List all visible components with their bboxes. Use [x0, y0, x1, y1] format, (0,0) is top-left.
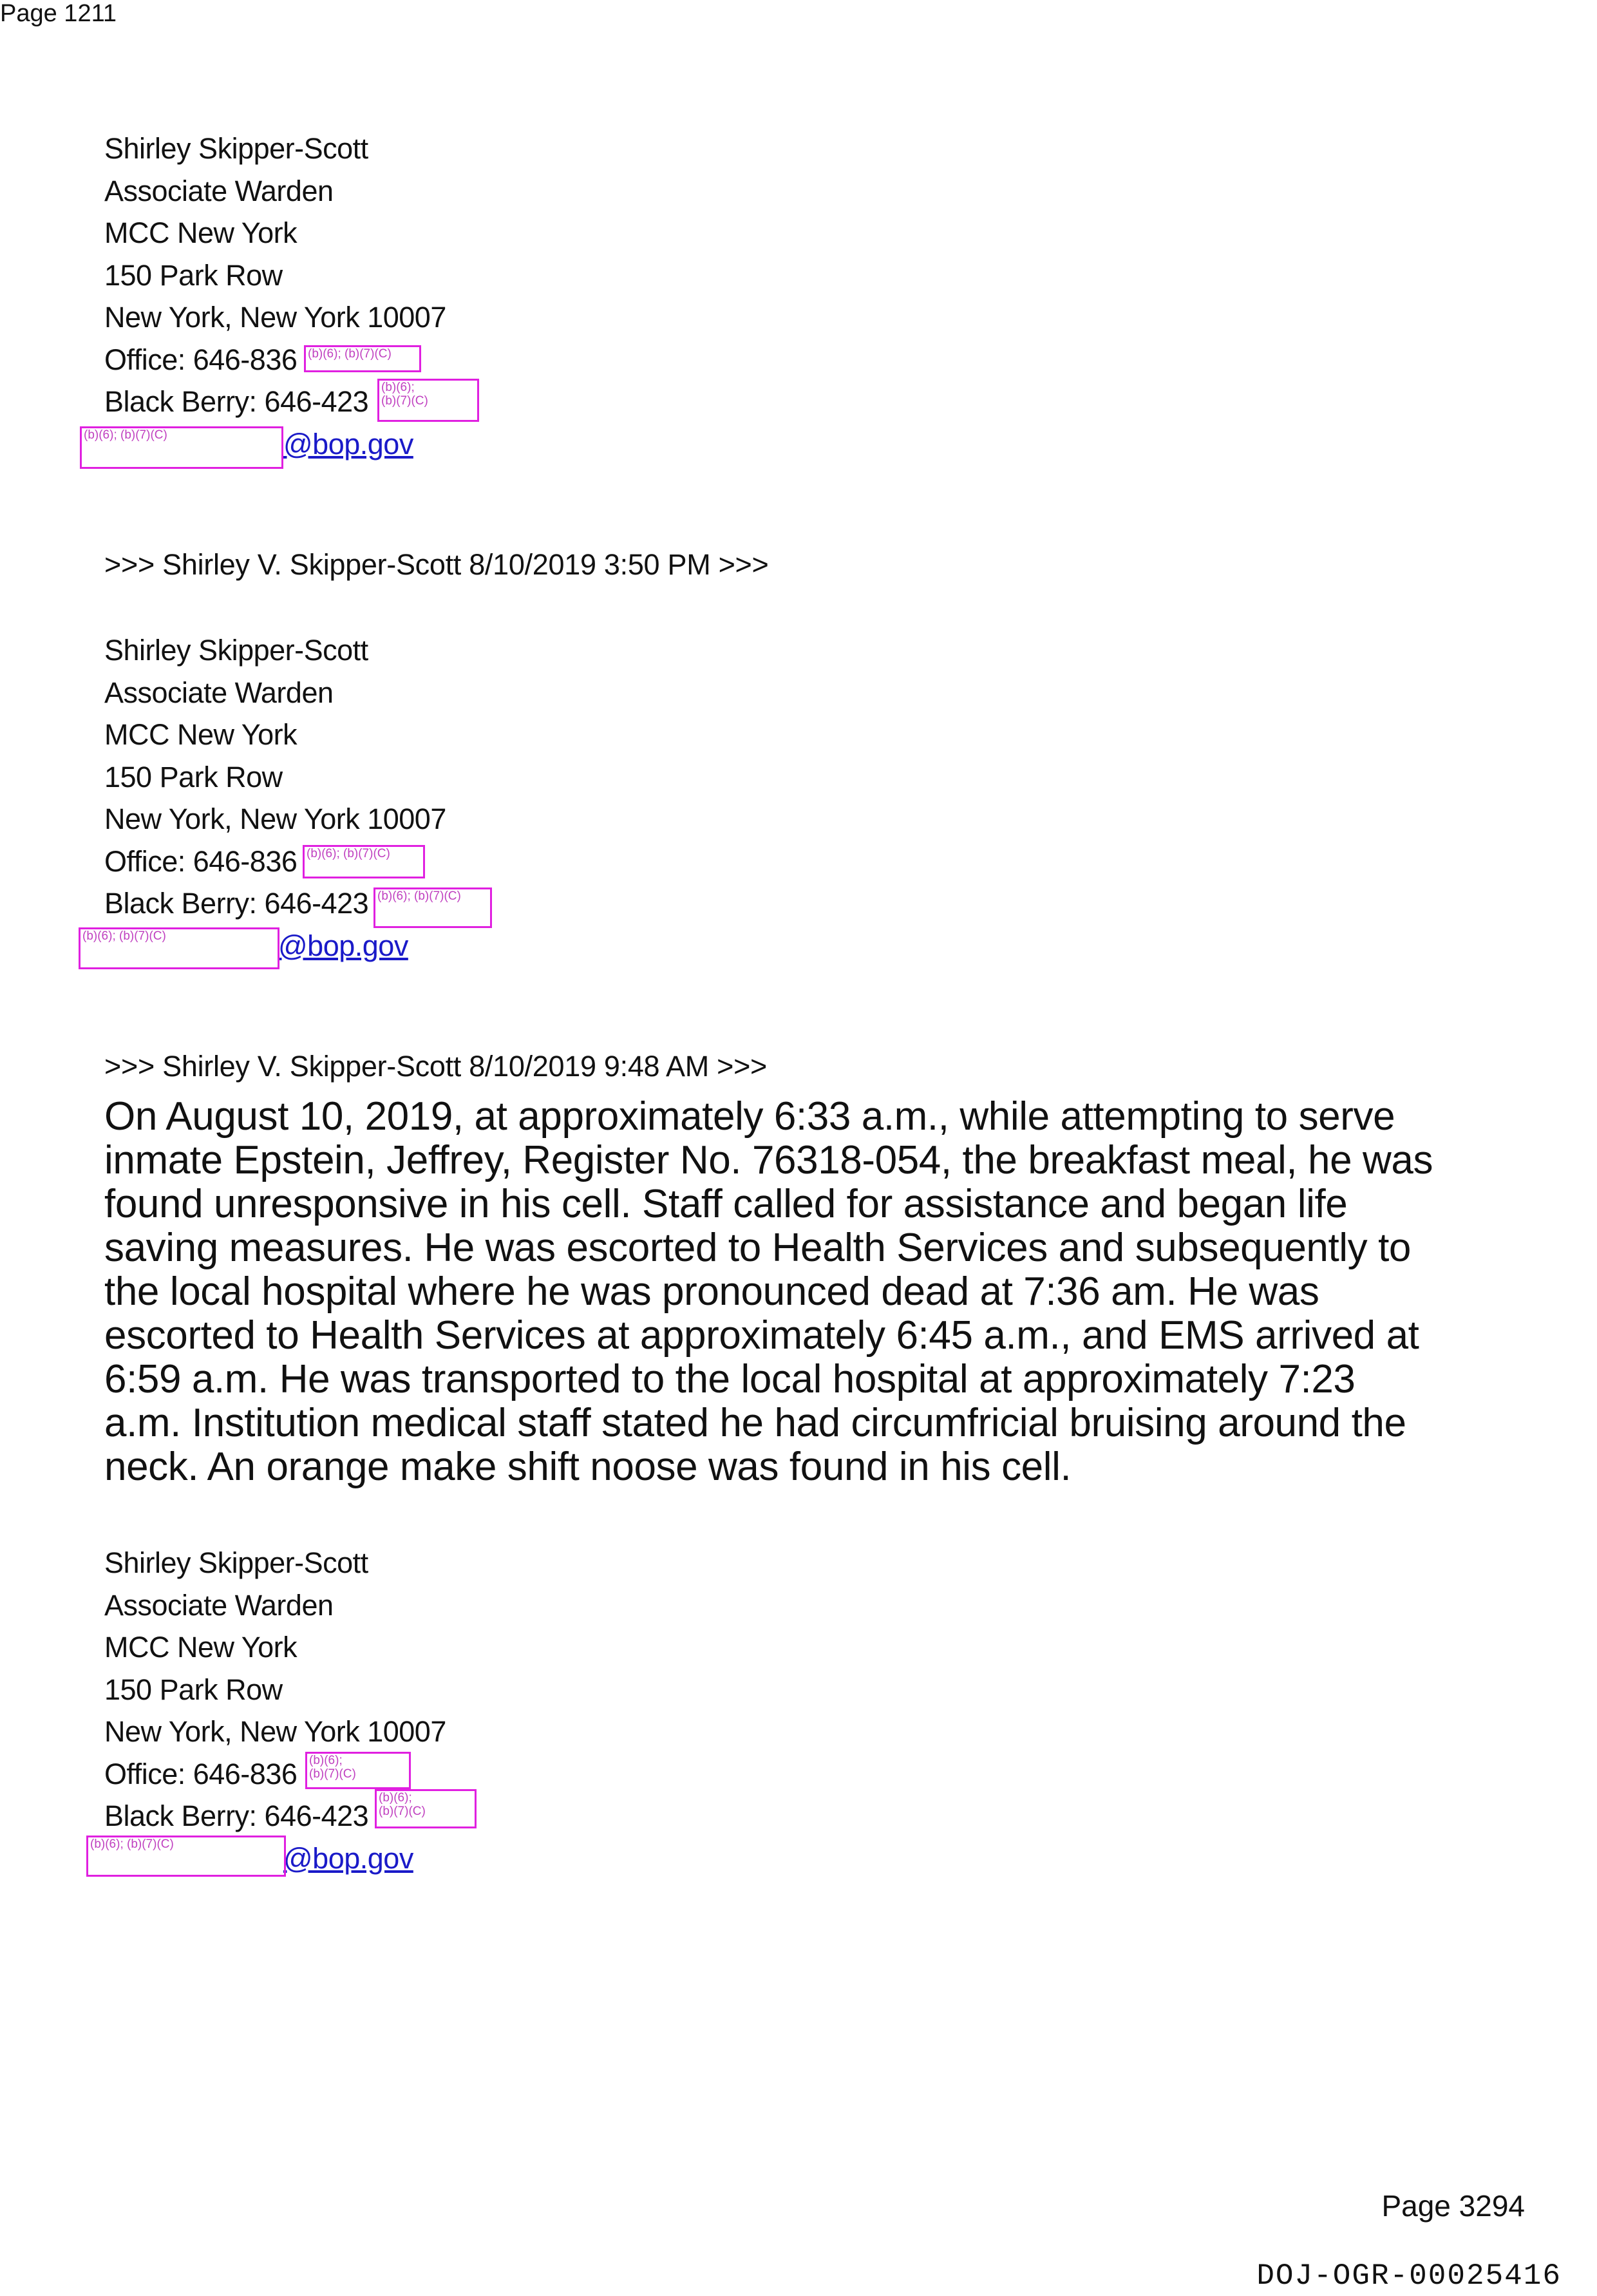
redaction-box [86, 1836, 286, 1877]
message-body [104, 1095, 1553, 1489]
signature-facility: MCC New York [104, 718, 298, 751]
message-line: a.m. Institution medical staff stated he had circumfricial bruising around the [104, 1401, 1406, 1445]
signature-title: Associate Warden [104, 1588, 334, 1622]
redaction-box [79, 927, 279, 969]
redaction-box [304, 345, 421, 372]
redaction-label: (b)(7)(C) [379, 1805, 426, 1818]
office-phone-prefix: Office: 646-836 [104, 844, 298, 878]
bates-number: DOJ-OGR-00025416 [1256, 2259, 1562, 2293]
redaction-box [303, 845, 425, 878]
signature-street: 150 Park Row [104, 760, 283, 793]
redaction-label: (b)(6); (b)(7)(C) [308, 347, 392, 361]
office-phone-prefix: Office: 646-836 [104, 343, 298, 376]
redaction-box [375, 1789, 477, 1828]
signature-name: Shirley Skipper-Scott [104, 634, 368, 667]
forward-header: >>> Shirley V. Skipper-Scott 8/10/2019 3:50 PM >>> [104, 548, 769, 581]
redaction-box [80, 426, 283, 469]
redaction-label: (b)(6); (b)(7)(C) [377, 889, 461, 903]
redaction-box [305, 1752, 411, 1789]
signature-title: Associate Warden [104, 174, 334, 207]
message-line: the local hospital where he was pronounced dead at 7:36 am. He was [104, 1269, 1319, 1314]
blackberry-phone-prefix: Black Berry: 646-423 [104, 887, 369, 920]
message-line: found unresponsive in his cell. Staff called for assistance and began life [104, 1182, 1348, 1226]
message-line: saving measures. He was escorted to Health Services and subsequently to [104, 1226, 1412, 1270]
redaction-label: (b)(7)(C) [309, 1767, 356, 1781]
redaction-label: (b)(6); [309, 1754, 343, 1767]
signature-city: New York, New York 10007 [104, 802, 446, 835]
blackberry-phone-prefix: Black Berry: 646-423 [104, 385, 369, 418]
redaction-label: (b)(6); (b)(7)(C) [90, 1837, 174, 1851]
message-line: escorted to Health Services at approximately 6:45 a.m., and EMS arrived at [104, 1313, 1419, 1358]
signature-name: Shirley Skipper-Scott [104, 1546, 368, 1579]
signature-block [104, 1542, 446, 1879]
signature-title: Associate Warden [104, 676, 334, 709]
message-line: 6:59 a.m. He was transported to the local hospital at approximately 7:23 [104, 1357, 1356, 1401]
office-phone-prefix: Office: 646-836 [104, 1757, 298, 1790]
email-link[interactable]: @bop.gov [283, 1841, 413, 1875]
message-line: neck. An orange make shift noose was found in his cell. [104, 1445, 1072, 1489]
redaction-label: (b)(7)(C) [381, 394, 428, 408]
signature-street: 150 Park Row [104, 258, 283, 292]
message-line: inmate Epstein, Jeffrey, Register No. 76318-054, the breakfast meal, he was [104, 1138, 1433, 1182]
blackberry-phone-prefix: Black Berry: 646-423 [104, 1799, 369, 1832]
signature-facility: MCC New York [104, 216, 298, 249]
page-header: Page 1211 [0, 0, 117, 27]
forward-header: >>> Shirley V. Skipper-Scott 8/10/2019 9:48 AM >>> [104, 1050, 768, 1083]
redaction-label: (b)(6); (b)(7)(C) [307, 847, 390, 860]
signature-city: New York, New York 10007 [104, 1715, 446, 1748]
redaction-box [373, 887, 492, 928]
signature-street: 150 Park Row [104, 1673, 283, 1706]
signature-city: New York, New York 10007 [104, 301, 446, 334]
signature-name: Shirley Skipper-Scott [104, 132, 368, 165]
redaction-label: (b)(6); (b)(7)(C) [82, 929, 166, 943]
redaction-label: (b)(6); [381, 381, 415, 394]
signature-facility: MCC New York [104, 1631, 298, 1664]
message-line: On August 10, 2019, at approximately 6:33 a.m., while attempting to serve [104, 1094, 1395, 1139]
redaction-label: (b)(6); [379, 1791, 412, 1805]
redaction-label: (b)(6); (b)(7)(C) [84, 428, 167, 442]
page-footer: Page 3294 [1381, 2189, 1525, 2223]
email-link[interactable]: @bop.gov [283, 427, 413, 460]
email-link[interactable]: @bop.gov [278, 929, 408, 962]
redaction-box [377, 379, 479, 422]
